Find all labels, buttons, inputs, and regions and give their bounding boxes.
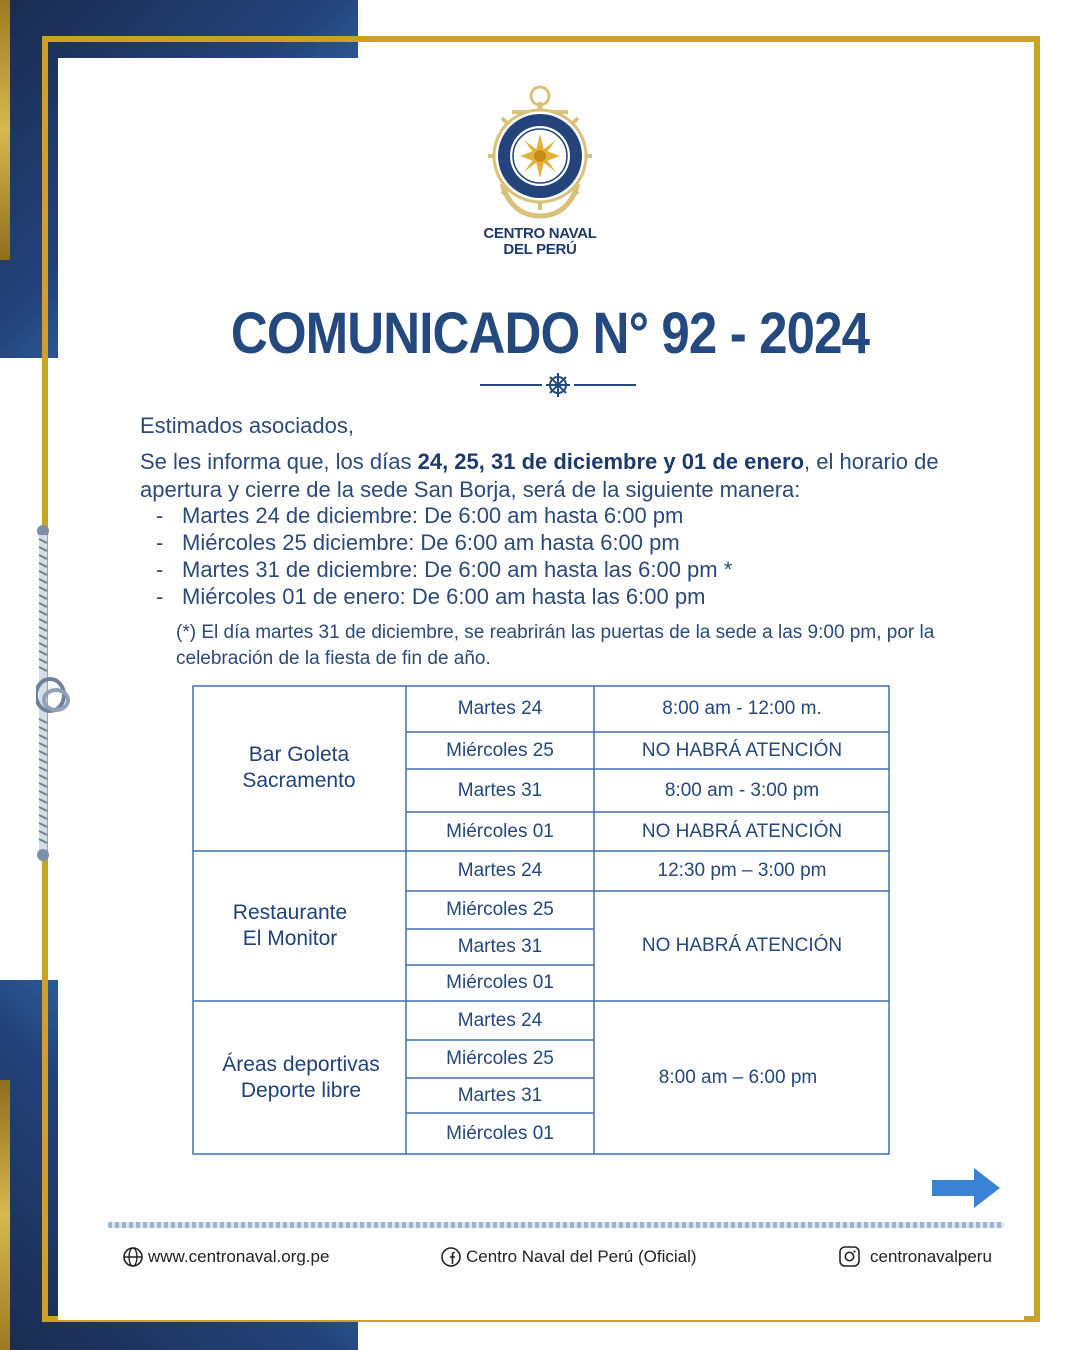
table-cell-hours: 8:00 am - 12:00 m. bbox=[662, 697, 822, 719]
venue-restaurante bbox=[192, 851, 388, 1001]
footer-facebook[interactable] bbox=[440, 1246, 697, 1268]
website-text: www.centronaval.org.pe bbox=[148, 1247, 330, 1266]
brand-line1: CENTRO NAVAL bbox=[483, 225, 597, 242]
venue-name-line2: Deporte libre bbox=[240, 1079, 362, 1102]
intro-text-after: , el horario de apertura y cierre de la sede San Borja, será de la siguiente manera: bbox=[140, 449, 939, 502]
intro-paragraph bbox=[140, 448, 1020, 504]
list-item: - Miércoles 01 de enero: De 6:00 am hasta las 6:00 pm bbox=[156, 584, 706, 609]
rope-divider bbox=[108, 1222, 1004, 1228]
greeting: Estimados asociados, bbox=[140, 413, 354, 438]
venue-name-line2: El Monitor bbox=[242, 927, 338, 950]
table-cell-day: Martes 31 bbox=[457, 936, 543, 957]
venue-bar-goleta bbox=[192, 685, 406, 851]
footer-instagram[interactable] bbox=[838, 1246, 992, 1268]
list-item: - Martes 31 de diciembre: De 6:00 am hasta las 6:00 pm * bbox=[156, 557, 733, 582]
table-cell-day: Martes 24 bbox=[457, 860, 543, 881]
instagram-text: centronavalperu bbox=[870, 1247, 992, 1266]
table-cell-hours: NO HABRÁ ATENCIÓN bbox=[641, 820, 843, 842]
schedule-table bbox=[192, 685, 890, 1155]
table-cell-hours: 12:30 pm – 3:00 pm bbox=[657, 860, 827, 881]
facebook-icon bbox=[440, 1246, 462, 1268]
venue-areas-deportivas bbox=[192, 1001, 410, 1155]
list-item: - Miércoles 25 diciembre: De 6:00 am hasta 6:00 pm bbox=[156, 530, 680, 555]
intro-text-before: Se les informa que, los días bbox=[140, 449, 418, 474]
venue-name-line1: Bar Goleta bbox=[248, 743, 350, 766]
list-item-text: Miércoles 25 diciembre: De 6:00 am hasta 6:00 pm bbox=[182, 530, 680, 555]
brand-name bbox=[440, 226, 640, 258]
footnote: (*) El día martes 31 de diciembre, se reabrirán las puertas de la sede a las 9:00 pm, por la celebración de la fiesta de fin de año. bbox=[176, 622, 935, 669]
schedule-list bbox=[156, 502, 976, 610]
table-cell-day: Miércoles 25 bbox=[446, 1048, 554, 1069]
next-arrow-icon[interactable] bbox=[930, 1166, 1002, 1210]
table-cell-day: Miércoles 01 bbox=[446, 820, 554, 842]
list-item-text: Martes 31 de diciembre: De 6:00 am hasta las 6:00 pm * bbox=[182, 557, 733, 582]
table-cell-hours: 8:00 am – 6:00 pm bbox=[658, 1067, 818, 1088]
list-item-text: Miércoles 01 de enero: De 6:00 am hasta las 6:00 pm bbox=[182, 584, 706, 609]
table-cell-hours: 8:00 am - 3:00 pm bbox=[664, 779, 820, 801]
gold-stripe-bottom bbox=[0, 1080, 10, 1350]
table-cell-day: Miércoles 01 bbox=[446, 972, 554, 993]
table-cell-hours: NO HABRÁ ATENCIÓN bbox=[641, 739, 843, 761]
list-item-text: Martes 24 de diciembre: De 6:00 am hasta 6:00 pm bbox=[182, 503, 684, 528]
gold-stripe-top bbox=[0, 0, 10, 260]
anchor-wheel-emblem-icon bbox=[482, 84, 598, 224]
brand-line2: DEL PERÚ bbox=[503, 241, 577, 258]
rope-knot-icon bbox=[36, 525, 76, 865]
table-cell-day: Martes 31 bbox=[457, 779, 543, 801]
page-title: COMUNICADO N° 92 - 2024 bbox=[230, 301, 870, 366]
footer-website[interactable] bbox=[122, 1246, 329, 1268]
list-item: - Martes 24 de diciembre: De 6:00 am hasta 6:00 pm bbox=[156, 503, 684, 528]
table-cell-day: Miércoles 01 bbox=[446, 1122, 554, 1144]
instagram-icon bbox=[838, 1246, 862, 1268]
table-cell-day: Martes 24 bbox=[457, 1009, 543, 1031]
table-cell-day: Miércoles 25 bbox=[446, 899, 554, 920]
venue-name-line1: Restaurante bbox=[232, 901, 348, 924]
globe-icon bbox=[122, 1246, 144, 1268]
ships-wheel-divider-icon bbox=[480, 370, 636, 400]
table-cell-day: Miércoles 25 bbox=[446, 739, 554, 761]
venue-name-line2: Sacramento bbox=[242, 769, 356, 792]
venue-name-line1: Áreas deportivas bbox=[222, 1053, 380, 1076]
intro-dates: 24, 25, 31 de diciembre y 01 de enero bbox=[417, 449, 805, 474]
table-cell-hours: NO HABRÁ ATENCIÓN bbox=[641, 935, 843, 956]
table-cell-day: Martes 24 bbox=[457, 697, 543, 719]
table-cell-day: Martes 31 bbox=[457, 1084, 543, 1106]
facebook-text: Centro Naval del Perú (Oficial) bbox=[466, 1247, 697, 1266]
